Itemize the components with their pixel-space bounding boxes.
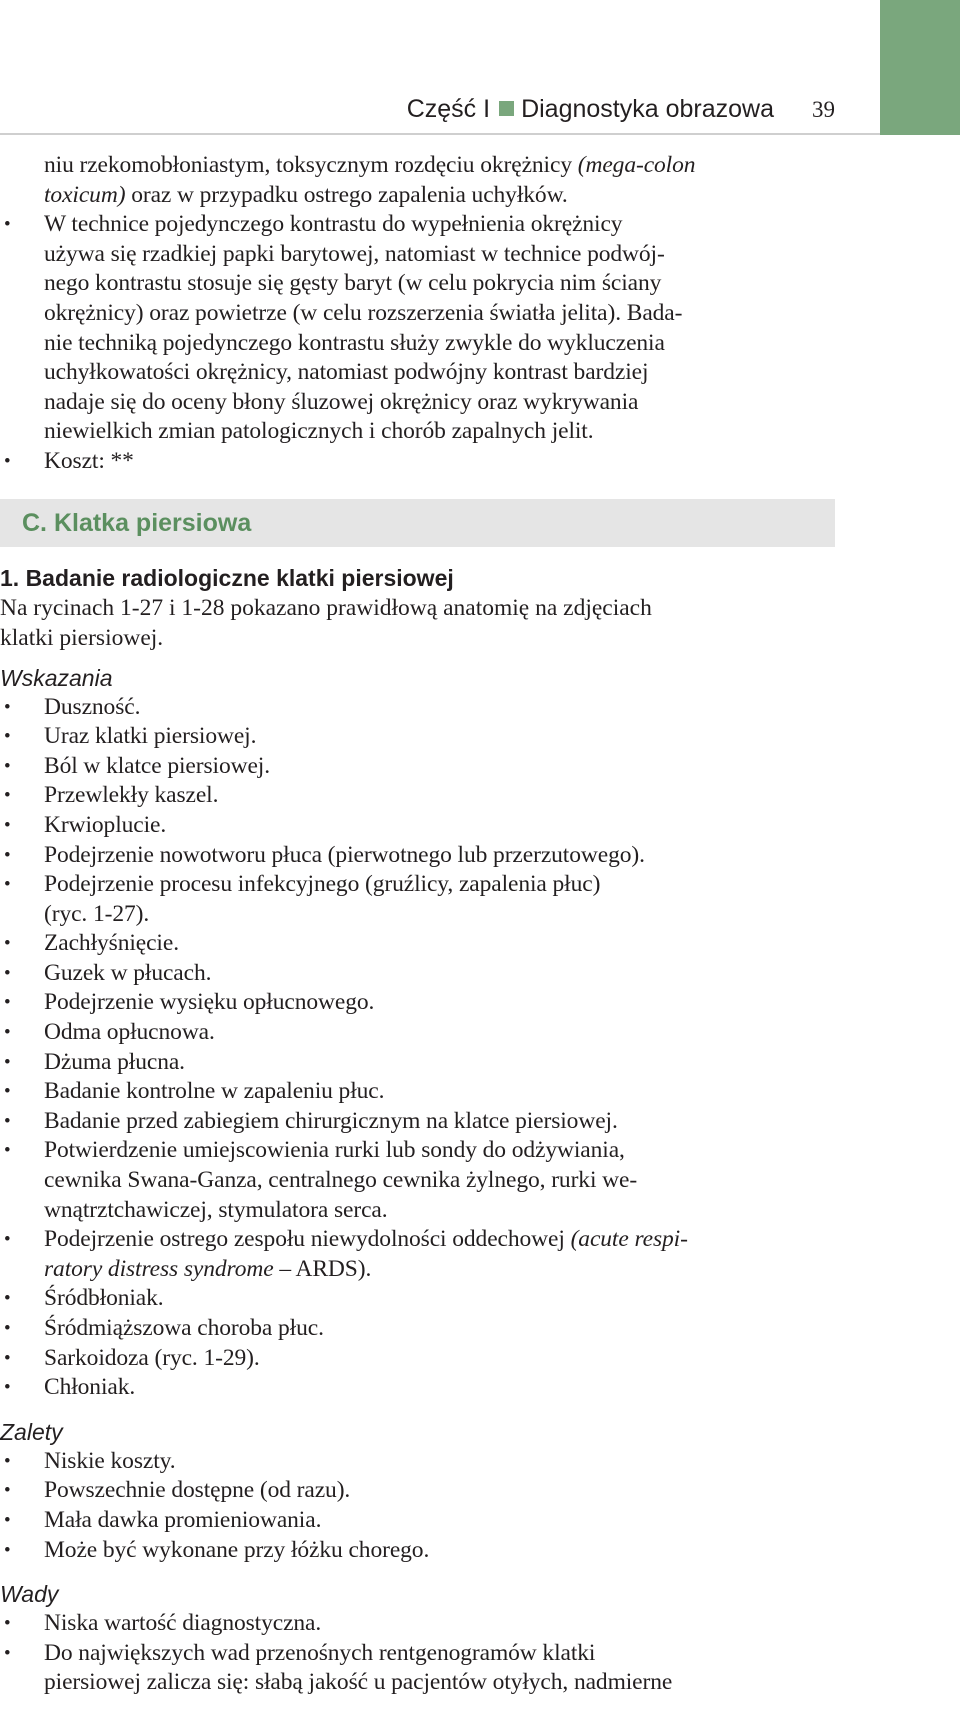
text-run: niu rzekomobłoniastym, toksycznym rozdęciu okrężnicy <box>44 152 578 178</box>
text-line: klatki piersiowej. <box>0 624 164 651</box>
list-item <box>0 1018 838 1048</box>
text-line: Badanie przed zabiegiem chirurgicznym na klatce piersiowej. <box>44 1107 618 1134</box>
list-item <box>0 1639 838 1698</box>
text-line: Ból w klatce piersiowej. <box>44 752 271 779</box>
text-line: Podejrzenie wysięku opłucnowego. <box>44 989 375 1016</box>
square-bullet-icon <box>499 101 514 116</box>
text-line: Na rycinach 1-27 i 1-28 pokazano prawidłową anatomię na zdjęciach <box>0 594 652 621</box>
list-item <box>0 988 838 1018</box>
list-item <box>0 752 838 782</box>
bullet-icon <box>4 1284 34 1314</box>
continued-paragraph <box>0 151 838 210</box>
bullet-icon <box>4 693 34 723</box>
bullet-icon <box>4 1373 34 1403</box>
bullet-icon <box>4 781 34 811</box>
bullet-icon <box>4 752 34 782</box>
list-item <box>0 1536 838 1566</box>
bullet-icon <box>4 1136 34 1166</box>
text-line: uchyłkowatości okrężnicy, natomiast podwójny kontrast bardziej <box>44 359 649 386</box>
list-item <box>0 447 838 477</box>
italic-term: ratory distress syndrome <box>44 1255 274 1282</box>
bullet-icon <box>4 1225 34 1255</box>
text-line: Duszność. <box>44 693 141 720</box>
list-item <box>0 1284 838 1314</box>
text-run: – ARDS). <box>273 1255 372 1282</box>
text-line <box>44 1225 838 1255</box>
text-line: (ryc. 1-27). <box>44 900 150 927</box>
text-line: Potwierdzenie umiejscowienia rurki lub sondy do odżywiania, <box>44 1137 625 1164</box>
running-header <box>0 95 835 124</box>
bullet-icon <box>4 210 34 240</box>
italic-term: (acute respi- <box>570 1226 688 1253</box>
chapter-color-tab <box>880 0 960 135</box>
text-line: Odma opłucnowa. <box>44 1019 215 1046</box>
text-line: używa się rzadkiej papki barytowej, natomiast w technice podwój- <box>44 240 665 267</box>
list-item <box>0 959 838 989</box>
page-number: 39 <box>812 97 835 122</box>
list-item <box>0 1506 838 1536</box>
text-line: Przewlekły kaszel. <box>44 782 219 809</box>
bullet-icon <box>4 1048 34 1078</box>
list-item <box>0 1609 838 1639</box>
list-item <box>0 870 838 929</box>
list-item <box>0 210 838 447</box>
text-line: Dżuma płucna. <box>44 1048 185 1075</box>
text-line: W technice pojedynczego kontrastu do wypełnienia okrężnicy <box>44 211 623 238</box>
list-item <box>0 1136 838 1225</box>
text-line: Powszechnie dostępne (od razu). <box>44 1477 351 1504</box>
wady-list <box>0 1609 838 1698</box>
text-line <box>44 1255 838 1285</box>
list-item <box>0 1344 838 1374</box>
section-heading: C. Klatka piersiowa <box>0 499 835 547</box>
bullet-icon <box>4 1536 34 1566</box>
bullet-icon <box>4 447 34 477</box>
zalety-label: Zalety <box>0 1418 63 1445</box>
list-item <box>0 781 838 811</box>
wskazania-label: Wskazania <box>0 664 113 691</box>
bullet-icon <box>4 1476 34 1506</box>
wskazania-list <box>0 693 838 1226</box>
text-line: Śródmiąższowa choroba płuc. <box>44 1315 324 1341</box>
text-line: Podejrzenie procesu infekcyjnego (gruźlicy, zapalenia płuc) <box>44 871 601 898</box>
bullet-icon <box>4 959 34 989</box>
text-line: Podejrzenie nowotworu płuca (pierwotnego lub przerzutowego). <box>44 841 645 868</box>
text-line: Krwioplucie. <box>44 811 167 838</box>
text-line: Do największych wad przenośnych rentgenogramów klatki <box>44 1639 596 1666</box>
list-item <box>0 1314 838 1344</box>
text-line: nie techniką pojedynczego kontrastu służy zwykle do wykluczenia <box>44 329 665 356</box>
text-line: Śródbłoniak. <box>44 1285 164 1312</box>
page-content <box>0 151 838 1698</box>
text-line: Sarkoidoza (ryc. 1-29). <box>44 1344 260 1371</box>
text-line: niewielkich zmian patologicznych i chorób zapalnych jelit. <box>44 418 594 445</box>
text-line <box>44 181 838 211</box>
list-item <box>0 1077 838 1107</box>
text-line: Mała dawka promieniowania. <box>44 1506 322 1533</box>
header-divider <box>0 133 880 135</box>
text-line: Chłoniak. <box>44 1374 136 1401</box>
text-run: Podejrzenie ostrego zespołu niewydolności oddechowej <box>44 1226 571 1253</box>
subsection-heading: 1. Badanie radiologiczne klatki piersiowej <box>0 564 454 591</box>
list-item <box>0 1476 838 1506</box>
italic-term: (mega-colon <box>577 152 696 178</box>
list-item <box>0 693 838 723</box>
wskazania-list-continued <box>0 1284 838 1402</box>
text-line: Niskie koszty. <box>44 1447 176 1474</box>
bullet-icon <box>4 870 34 900</box>
bullet-icon <box>4 929 34 959</box>
header-chapter: Diagnostyka obrazowa <box>521 95 774 123</box>
header-part: Część I <box>406 95 491 123</box>
list-item <box>0 1107 838 1137</box>
list-item <box>0 811 838 841</box>
bullet-icon <box>4 1344 34 1374</box>
bullet-icon <box>4 722 34 752</box>
text-line: Uraz klatki piersiowej. <box>44 723 257 750</box>
bullet-icon <box>4 1447 34 1477</box>
list-item <box>0 1447 838 1477</box>
bullet-icon <box>4 1639 34 1669</box>
text-line: Może być wykonane przy łóżku chorego. <box>44 1536 430 1563</box>
bullet-icon <box>4 1107 34 1137</box>
text-run: oraz w przypadku ostrego zapalenia uchyłków. <box>125 181 568 208</box>
zalety-list <box>0 1447 838 1565</box>
text-line: Guzek w płucach. <box>44 959 212 986</box>
text-line: Badanie kontrolne w zapaleniu płuc. <box>44 1078 385 1105</box>
list-item <box>0 1373 838 1403</box>
bullet-icon <box>4 1018 34 1048</box>
list-item <box>0 1048 838 1078</box>
list-item <box>0 1225 838 1284</box>
list-item <box>0 929 838 959</box>
bullet-icon <box>4 1506 34 1536</box>
bullet-icon <box>4 1314 34 1344</box>
text-line: nadaje się do oceny błony śluzowej okrężnicy oraz wykrywania <box>44 388 639 415</box>
text-line: Niska wartość diagnostyczna. <box>44 1610 322 1637</box>
text-line: piersiowej zalicza się: słabą jakość u pacjentów otyłych, nadmierne <box>44 1669 673 1696</box>
bullet-icon <box>4 841 34 871</box>
text-line <box>44 151 838 181</box>
text-line: cewnika Swana-Ganza, centralnego cewnika żylnego, rurki we- <box>44 1167 638 1194</box>
body-paragraph <box>0 593 838 653</box>
text-line: okrężnicy) oraz powietrze (w celu rozszerzenia światła jelita). Bada- <box>44 299 683 326</box>
text-line: Zachłyśnięcie. <box>44 930 179 957</box>
bullet-icon <box>4 988 34 1018</box>
bullet-icon <box>4 1609 34 1639</box>
text-line: Koszt: ** <box>44 447 134 474</box>
wady-label: Wady <box>0 1581 59 1608</box>
list-item <box>0 722 838 752</box>
bullet-icon <box>4 811 34 841</box>
bullet-icon <box>4 1077 34 1107</box>
italic-term: toxicum) <box>44 181 126 208</box>
text-line: wnątrztchawiczej, stymulatora serca. <box>44 1196 388 1223</box>
text-line: nego kontrastu stosuje się gęsty baryt (w celu pokrycia nim ściany <box>44 270 662 297</box>
list-item <box>0 841 838 871</box>
